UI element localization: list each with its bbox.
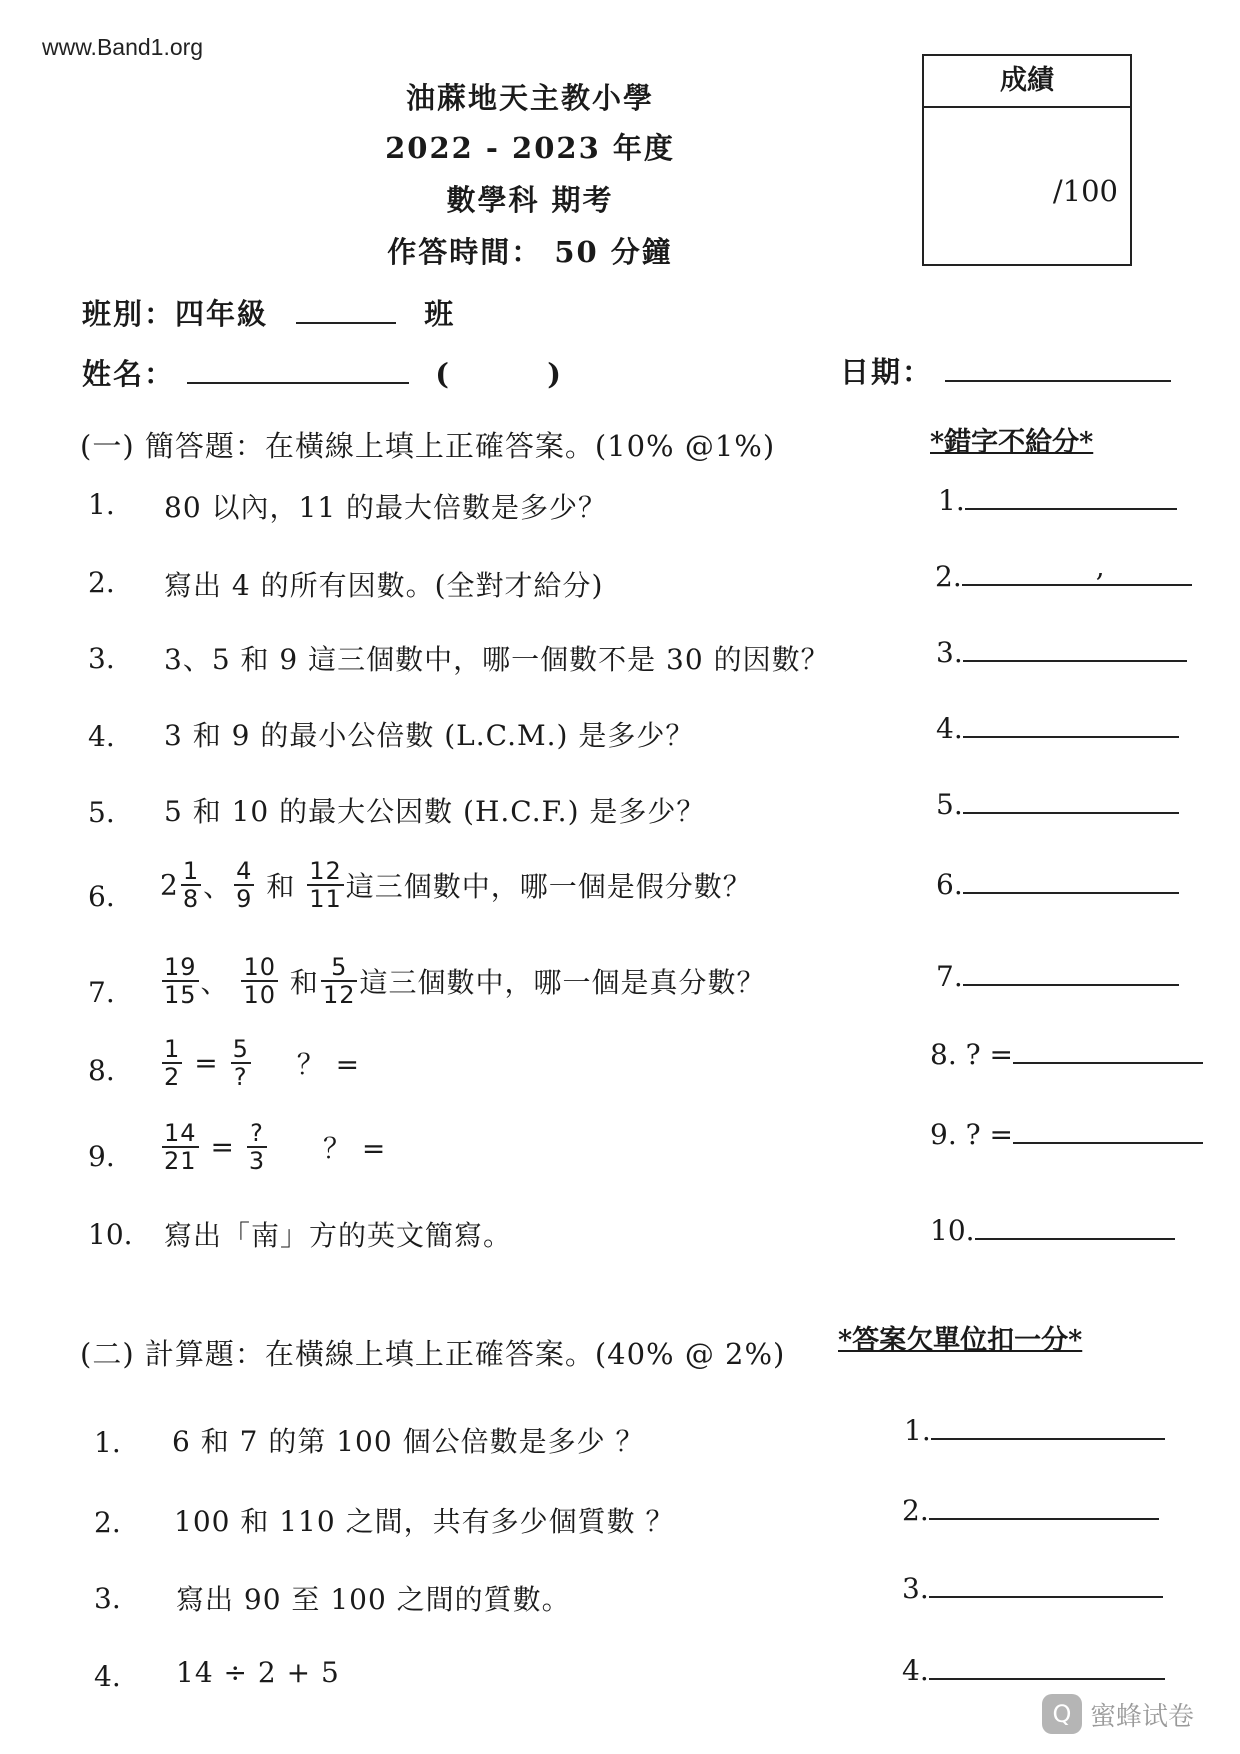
date-row bbox=[840, 350, 1171, 391]
s2-q1-number: 1. bbox=[94, 1426, 121, 1459]
section1-note: *錯字不給分* bbox=[930, 427, 1094, 458]
s1-q3-number: 3. bbox=[88, 642, 115, 675]
s2-q3-number: 3. bbox=[94, 1582, 121, 1615]
name-blank[interactable] bbox=[187, 382, 409, 384]
class-label: 班別：四年級 bbox=[82, 297, 269, 331]
s1-q7-text: 這三個數中，哪一個是真分數？ bbox=[359, 966, 766, 999]
section2-title: (二) 計算題：在橫線上填上正確答案。(40% @ 2%) bbox=[80, 1337, 786, 1371]
s2-q3-text: 寫出 90 至 100 之間的質數。 bbox=[176, 1583, 571, 1616]
date-blank[interactable] bbox=[945, 380, 1171, 382]
s1-q8-tail: ？ = bbox=[296, 1048, 361, 1081]
s1-q7-text-row bbox=[160, 954, 766, 1008]
s1-q2-number: 2. bbox=[88, 566, 115, 599]
s1-q8-answer[interactable]: 8. ? = bbox=[930, 1036, 1203, 1071]
exam-title: 數學科 期考 bbox=[446, 183, 614, 217]
s1-q8-number: 8. bbox=[88, 1054, 115, 1087]
s1-q6-fraction-3: $\frac{12}{11}$ bbox=[309, 857, 342, 913]
s2-q2-number: 2. bbox=[94, 1506, 121, 1539]
class-suffix: 班 bbox=[424, 297, 456, 331]
s1-q6-number: 6. bbox=[88, 880, 115, 913]
s1-q7-sep: 、 bbox=[200, 966, 230, 999]
score-caption: 成績 bbox=[924, 56, 1130, 108]
s1-q8-text-row bbox=[160, 1036, 360, 1090]
s1-q6-sep: 、 bbox=[203, 870, 233, 903]
site-watermark: www.Band1.org bbox=[42, 34, 204, 60]
s1-q7-number: 7. bbox=[88, 976, 115, 1009]
s1-q8-equals: = bbox=[194, 1046, 219, 1080]
class-number-open: ( bbox=[435, 357, 451, 391]
section2-note: *答案欠單位扣一分* bbox=[838, 1325, 1083, 1356]
s1-q2-comma: , bbox=[1095, 550, 1105, 583]
s1-q6-text-row bbox=[160, 858, 752, 912]
s1-q10-answer[interactable]: 10. bbox=[930, 1212, 1175, 1247]
score-total: /100 bbox=[1052, 174, 1118, 208]
date-label: 日期： bbox=[840, 355, 934, 389]
s1-q6-fraction-1: $\frac{1}{8}$ bbox=[182, 857, 200, 913]
s1-q7-fraction-1: $\frac{19}{15}$ bbox=[164, 953, 197, 1009]
name-row bbox=[82, 352, 563, 393]
s1-q6-and: 和 bbox=[266, 870, 296, 903]
s1-q2-answer[interactable]: 2. , bbox=[935, 558, 1192, 593]
class-blank[interactable] bbox=[296, 322, 396, 324]
watermark-text: 蜜蜂试卷 bbox=[1090, 1701, 1195, 1732]
s1-q9-tail: ？ = bbox=[323, 1132, 387, 1165]
s1-q10-number: 10. bbox=[88, 1218, 133, 1251]
s1-q3-answer[interactable]: 3. bbox=[936, 634, 1187, 669]
s1-q9-number: 9. bbox=[88, 1140, 115, 1173]
s1-q1-answer[interactable]: 1. bbox=[938, 482, 1177, 517]
s1-q4-text: 3 和 9 的最小公倍數 (L.C.M.) 是多少？ bbox=[164, 719, 695, 752]
s1-q10-text: 寫出「南」方的英文簡寫。 bbox=[164, 1219, 513, 1252]
s1-q9-equals: = bbox=[210, 1130, 235, 1164]
bottom-watermark bbox=[1042, 1694, 1194, 1734]
school-year: 2022 - 2023 年度 bbox=[385, 131, 675, 165]
s1-q6-text: 這三個數中，哪一個是假分數？ bbox=[345, 870, 752, 903]
watermark-logo-icon: Q bbox=[1042, 1694, 1082, 1734]
s1-q1-number: 1. bbox=[88, 488, 115, 521]
s1-q9-fraction-1: $\frac{14}{21}$ bbox=[164, 1119, 197, 1175]
s2-q4-text: 14 ÷ 2 + 5 bbox=[176, 1656, 340, 1689]
s1-q6-fraction-2: $\frac{4}{9}$ bbox=[236, 857, 253, 913]
s1-q4-number: 4. bbox=[88, 720, 115, 753]
s1-q7-fraction-2: $\frac{10}{10}$ bbox=[243, 953, 277, 1009]
s1-q5-text: 5 和 10 的最大公因數 (H.C.F.) 是多少？ bbox=[164, 795, 706, 828]
s1-q9-answer[interactable]: 9. ? = bbox=[930, 1116, 1203, 1151]
s1-q5-answer[interactable]: 5. bbox=[936, 786, 1179, 821]
section1-title: (一) 簡答題：在橫線上填上正確答案。(10% @1%) bbox=[80, 429, 776, 463]
s1-q8-fraction-1: $\frac{1}{2}$ bbox=[164, 1035, 181, 1091]
s1-q6-whole: 2 bbox=[160, 868, 179, 902]
s1-q7-and: 和 bbox=[289, 966, 319, 999]
s2-q4-number: 4. bbox=[94, 1660, 121, 1693]
s1-q8-fraction-2: $\frac{5}{?}$ bbox=[232, 1035, 249, 1091]
s2-q3-answer[interactable]: 3. bbox=[902, 1570, 1163, 1605]
class-row bbox=[82, 292, 455, 333]
s1-q5-number: 5. bbox=[88, 796, 115, 829]
class-number-close: ) bbox=[547, 357, 563, 391]
s1-q7-fraction-3: $\frac{5}{12}$ bbox=[322, 953, 356, 1009]
s2-q4-answer[interactable]: 4. bbox=[902, 1652, 1165, 1687]
s1-q2-text: 寫出 4 的所有因數。(全對才給分) bbox=[164, 569, 604, 602]
s1-q3-text: 3、5 和 9 這三個數中，哪一個數不是 30 的因數？ bbox=[164, 643, 830, 676]
s1-q9-fraction-2: $\frac{?}{3}$ bbox=[248, 1119, 266, 1175]
s1-q4-answer[interactable]: 4. bbox=[936, 710, 1179, 745]
score-box bbox=[922, 54, 1132, 266]
s2-q2-text: 100 和 110 之間，共有多少個質數 ？ bbox=[174, 1505, 675, 1538]
s1-q9-text-row bbox=[160, 1120, 386, 1174]
s2-q2-answer[interactable]: 2. bbox=[902, 1492, 1159, 1527]
s1-q1-text: 80 以內，11 的最大倍數是多少？ bbox=[164, 491, 608, 524]
exam-duration: 作答時間： 50 分鐘 bbox=[387, 235, 673, 269]
name-label: 姓名： bbox=[82, 357, 176, 391]
s1-q7-answer[interactable]: 7. bbox=[936, 958, 1179, 993]
s2-q1-text: 6 和 7 的第 100 個公倍數是多少 ？ bbox=[172, 1425, 645, 1458]
school-name: 油蔴地天主教小學 bbox=[405, 81, 654, 115]
s1-q6-answer[interactable]: 6. bbox=[936, 866, 1179, 901]
s2-q1-answer[interactable]: 1. bbox=[904, 1412, 1165, 1447]
